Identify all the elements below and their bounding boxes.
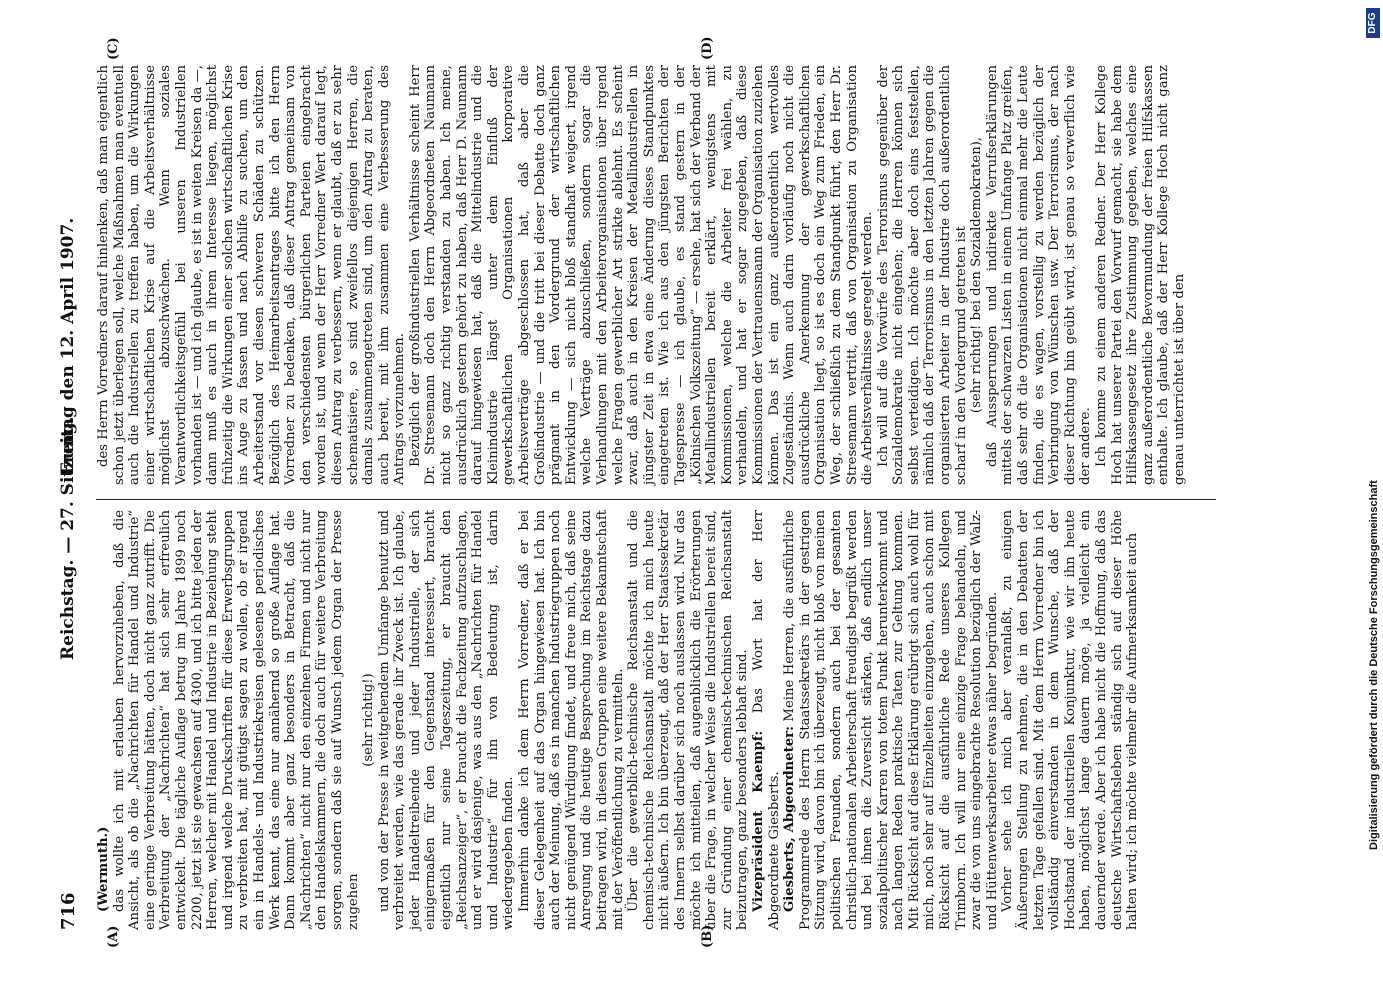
left-text-column [96, 510, 1141, 930]
paragraph-text: (sehr richtig!) [361, 673, 377, 767]
paragraph-text: Vorher sehe ich mich aber veranlaßt, zu einigen Äußerungen Stellung zu nehmen, die in den Debatten der letzten Tage gefallen sind. Mit dem Herrn Vorredner bin ich vollständig einverstanden in dem Wunsche, daß der Hochstand der industriellen Konjunktur, wie wir ihn heute haben, möglichst lange dauern möge, ja vielleicht ein dauernder werde. Aber ich habe nicht die Hoffnung, daß das deutsche Wirtschaftsleben ständig sich auf dieser Höhe halten wird; ich möchte vielmehr die Aufmerksamkeit auch [1000, 510, 1141, 930]
paragraph-text: Ich komme zu einem anderen Redner. Der Herr Kollege Hoch hat unserer Partei den Vorwurf gemacht, sie habe dem Hilfskassengesetz ihre Zustimmung gegeben, welches eine ganz außerordentliche Bevormundung der freien Hilfskassen enthalte. Ich glaube, daß der Herr Kollege Hoch nicht ganz genau unterrichtet ist über den [1094, 65, 1187, 485]
paragraph [1000, 510, 1140, 930]
digitization-credit: Digitalisierung gefördert durch die Deutsche Forschungsgemeinschaft [1368, 480, 1380, 850]
page-header [56, 70, 86, 930]
margin-marker-d: (D) [700, 36, 715, 60]
paragraph-text: Über die gewerblich-technische Reichsanstalt und die chemisch-technische Reichsanstalt möchte ich mich heute nicht äußern. Ich bin überzeugt, daß der Herr Staatssekretär des Innern selbst darüber sich noch auslassen wird. Nur das möchte ich mitteilen, daß augenblicklich die Erörterungen über die Frage, in welcher Weise die Industriellen bereit sind, zur Gründung einer chemisch-technischen Reichsanstalt beizutragen, ganz besonders lebhaft sind. [626, 510, 751, 930]
paragraph [408, 65, 876, 485]
paragraph-text: des Herrn Vorredners darauf hinlenken, daß man eigentlich schon jetzt überlegen soll, welche Maßnahmen man eventuell auch die Industriellen zu treffen haben, um die Wirkungen einer wirtschaftlichen Krise auf die Arbeitsverhältnisse möglichst abzuschwächen. Wenn soziales Verantwortlichkeitsgefühl bei unseren Industriellen vorhanden ist — und ich glaube, es ist in weiten Kreisen da —, dann muß es auch in ihrem Interesse liegen, möglichst frühzeitig die Wirkungen einer solchen wirtschaftlichen Krise ins Auge zu fassen und nach Abhilfe zu suchen, um den Arbeiterstand vor diesen schweren Schäden zu schützen. Bezüglich des Heimarbeitsantrages bitte ich den Herrn Vorredner zu bedenken, daß dieser Antrag gemeinsam von den verschiedensten bürgerlichen Parteien eingebracht worden ist, und wenn der Herr Vorredner Wert darauf legt, diesen Antrag zu verbessern, wenn er glaubt, daß er zu sehr schematisiere, so sind zweifellos diejenigen Herren, die damals zusammengetreten sind, um den Antrag zu beraten, auch bereit, mit ihm zusammen eine Verbesserung des Antrags vorzunehmen. [96, 65, 408, 485]
paragraph [96, 510, 112, 930]
paragraph [969, 65, 985, 485]
paragraph-text: das wollte ich mit erlauben hervorzuheben, daß die Ansicht, als ob die „Nachrichten für Handel und Industrie“ eine geringe Verbreitung hätten, doch nicht ganz zutrifft. Die Verbreitung der „Nachrichten“ hat sich sehr erfreulich entwickelt. Die tägliche Auflage betrug im Jahre 1899 noch 2200, jetzt ist sie gewachsen auf 4300, und ich bitte jeden der Herren, welcher mit Handel und Industrie in Beziehung steht und irgend welche Druckschriften für diese Erwerbsgruppen zu verbreiten hat, mit gütigst sagen zu wollen, ob er irgend ein in Handels- und Industriekreisen gelesenes periodisches Werk kennt, das eine nur annähernd so große Auflage hat. Dann kommt aber ganz besonders in Betracht, daß die „Nachrichten“ nicht nur den einzelnen Firmen und nicht nur den Handelskammern, die doch auch für weitere Verbreitung sorgen, sondern daß sie auf Wunsch jedem Organ der Presse zugehen [111, 510, 361, 930]
paragraph [377, 510, 517, 930]
paragraph [985, 65, 1094, 485]
paragraph [96, 65, 408, 485]
paragraph [782, 510, 1000, 930]
margin-marker-b: (B) [700, 924, 715, 948]
paragraph-text: (sehr richtig! bei den Sozialdemokraten), [969, 136, 985, 414]
paragraph-text: Immerhin danke ich dem Herrn Vorredner, daß er bei dieser Gelegenheit auf das Organ hingewiesen hat. Ich bin auch der Meinung, daß es in manchen Industriegruppen noch nicht genügend Würdigung findet, und freue mich, daß seine Anregung und die heutige Besprechung im Reichstage dazu beitragen wird, in diesen Gruppen eine weitere Bekanntschaft mit der Veröffentlichung zu vermitteln. [517, 510, 626, 930]
paragraph [751, 510, 782, 930]
paragraph-text: daß Aussperrungen und indirekte Verrufserklärungen mittels der schwarzen Listen in einem Umfange Platz greifen, daß sehr oft die Organisationen nicht einmal mehr die Leute finden, die es wagen, vorstellig zu werden bezüglich der Verbringung von Wünschen usw. Der Terrorismus, der nach dieser Richtung hin geübt wird, ist genau so verwerflich wie der andere. [984, 65, 1094, 485]
margin-marker-a: (A) [106, 925, 121, 948]
paragraph [361, 510, 377, 930]
paragraph-text: und von der Presse in weitgehendem Umfange benutzt und verbreitet werden, wie das gerade ihr Zweck ist. Ich glaube, jeder Handeltreibende und jeder Industrielle, der sich einigermaßen für den Gegenstand interessiert, braucht eigentlich nur seine Tageszeitung, er braucht den „Reichsanzeiger“, er braucht die Fachzeitung aufzuschlagen, und er wird dasjenige, was aus den „Nachrichten für Handel und Industrie“ für ihn von Bedeutung ist, darin wiedergegeben finden. [376, 510, 517, 930]
paragraph [1094, 65, 1188, 485]
paragraph [112, 510, 362, 930]
header-date: Freitag den 12. April 1907. [58, 217, 78, 475]
paragraph [517, 510, 626, 930]
paragraph [626, 510, 751, 930]
page-number: 716 [58, 892, 79, 930]
speaker-name: (Wermuth.) [96, 826, 111, 912]
margin-marker-c: (C) [106, 37, 121, 60]
paragraph-text: Meine Herren, die ausführliche Programmrede des Herrn Staatssekretärs in der gestrigen Sitzung wird, davon bin ich überzeugt, nicht bloß von meinen politischen Freunden, sondern auch bei der gesamten christlich-nationalen Arbeiterschaft freudigst begrüßt werden und bei ihnen die Zuversicht stärken, daß endlich unser sozialpolitischer Karren von totem Punkt herunterkommt und nach langen Reden praktische Taten zur Geltung kommen. Mit Rücksicht auf diese Erklärung erübrigt sich auch wohl für mich, noch sehr auf Einzelheiten einzugehen, auch schon mit Rücksicht auf die ausführliche Rede unseres Kollegen Trimborn. Ich will nur eine einzige Frage behandeln, und zwar die von uns eingebrachte Resolution bezüglich der Walz- und Hüttenwerksarbeiter etwas näher begründen. [782, 510, 1000, 930]
header-session-title: Reichstag. — 27. Sitzung. [58, 416, 78, 660]
right-text-column [96, 65, 1188, 485]
paragraph-text: Ich will auf die Vorwürfe des Terrorismus gegenüber der Sozialdemokratie nicht eingehen; die Herren können sich selbst verteidigen. Ich möchte aber doch eins feststellen, nämlich daß der Terrorismus in den letzten Jahren gegen die organisierten Arbeiter in der Industrie doch außerordentlich scharf in den Vordergrund getreten ist [875, 65, 969, 485]
dfg-logo: DFG [1366, 8, 1380, 38]
paragraph-text: Bezüglich der großindustriellen Verhältnisse scheint Herr Dr. Stresemann doch den Herrn Abgeordneten Naumann nicht so ganz richtig verstanden zu haben. Ich meine, ausdrücklich gestern gehört zu haben, daß Herr D. Naumann darauf hingewiesen hat, daß die Mittelindustrie und die Kleinindustrie längst unter dem Einfluß der gewerkschaftlichen Organisationen korporative Arbeitsverträge abgeschlossen hat, daß aber die Großindustrie — und die tritt bei dieser Debatte doch ganz prägnant in den Vordergrund der wirtschaftlichen Entwicklung — sich nicht bloß standhaft weigert, irgend welche Verträge abzuschließen, sondern sogar die Verhandlungen mit den Arbeiterorganisationen über irgend welche Fragen gewerblicher Art strikte ablehnt. Es scheint zwar, daß auch in den Kreisen der Metallindustriellen in jüngster Zeit in etwa eine Änderung dieses Standpunktes eingetreten ist. Wie ich aus den jüngsten Berichten der Tagespresse — ich glaube, es stand gestern in der „Kölnischen Volkszeitung“ — ersehe, hat sich der Verband der Metallindustriellen bereit erklärt, wenigstens mit Kommissionen, welche die Arbeiter frei wählen, zu verhandeln, und hat er sogar zugegeben, daß diese Kommissionen der Vertrauensmann der Organisation zuziehen können. Das ist ein ganz außerordentlich wertvolles Zugeständnis. Wenn auch darin vorläufig noch nicht die ausdrückliche Anerkennung der gewerkschaftlichen Organisation liegt, so ist es doch ein Weg zum Frieden, ein Weg, der schließlich zu dem Standpunkt führt, den Herr Dr. Stresemann vertritt, daß von Organisation zu Organisation die Arbeitsverhältnisse geregelt werden. [407, 65, 876, 485]
column-divider [96, 499, 1216, 500]
paragraph-text: Das Wort hat der Herr Abgeordnete Giesberts. [750, 510, 782, 930]
speaker-name: Vizepräsident Kaempf: [750, 730, 766, 912]
speaker-name: Giesberts, Abgeordneter: [782, 726, 798, 912]
paragraph [876, 65, 970, 485]
